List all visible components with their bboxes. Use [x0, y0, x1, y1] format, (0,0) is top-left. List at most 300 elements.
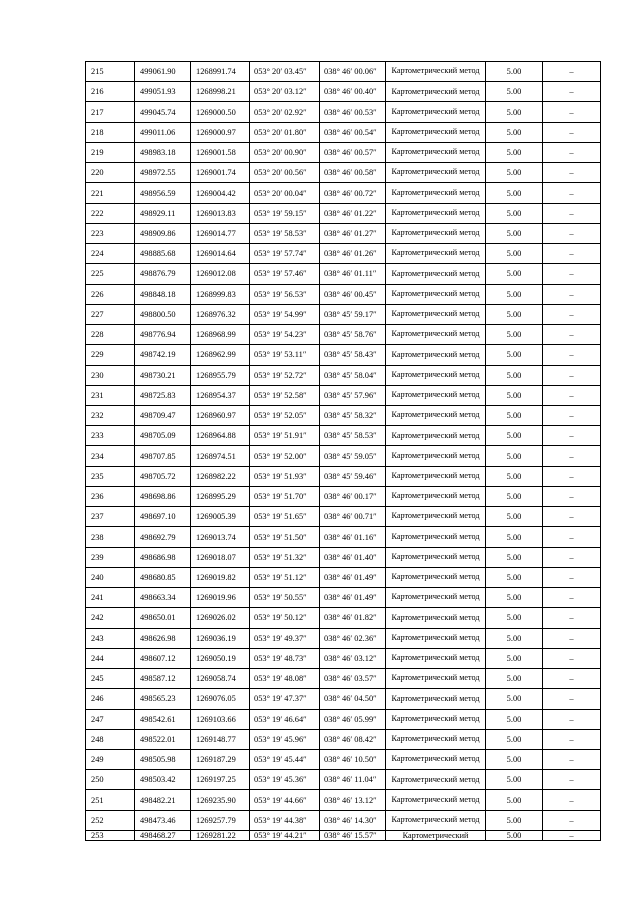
cell-longitude: 038° 46′ 04.50″	[320, 689, 386, 709]
table-row	[86, 527, 601, 547]
cell-longitude: 038° 46′ 03.12″	[320, 648, 386, 668]
cell-longitude: 038° 46′ 01.49″	[320, 567, 386, 587]
cell-latitude: 053° 19′ 44.21″	[250, 830, 320, 840]
cell-note: –	[543, 567, 601, 587]
cell-point-number: 216	[86, 82, 135, 102]
cell-note: –	[543, 385, 601, 405]
cell-note: –	[543, 466, 601, 486]
cell-accuracy: 5.00	[486, 830, 543, 840]
cell-point-number: 235	[86, 466, 135, 486]
cell-accuracy: 5.00	[486, 365, 543, 385]
cell-point-number: 221	[86, 183, 135, 203]
cell-longitude: 038° 46′ 01.40″	[320, 547, 386, 567]
cell-accuracy: 5.00	[486, 244, 543, 264]
cell-accuracy: 5.00	[486, 689, 543, 709]
cell-method: Картометрический метод	[386, 749, 486, 769]
cell-method: Картометрический метод	[386, 264, 486, 284]
cell-coord-y: 1269014.64	[191, 244, 250, 264]
cell-longitude: 038° 45′ 58.04″	[320, 365, 386, 385]
cell-coord-x: 498650.01	[135, 608, 191, 628]
cell-coord-y: 1269036.19	[191, 628, 250, 648]
cell-coord-x: 498709.47	[135, 405, 191, 425]
cell-latitude: 053° 19′ 51.65″	[250, 507, 320, 527]
cell-latitude: 053° 19′ 53.11″	[250, 345, 320, 365]
cell-coord-x: 499045.74	[135, 102, 191, 122]
cell-coord-x: 498983.18	[135, 142, 191, 162]
cell-note: –	[543, 628, 601, 648]
cell-accuracy: 5.00	[486, 385, 543, 405]
cell-longitude: 038° 46′ 00.71″	[320, 507, 386, 527]
cell-accuracy: 5.00	[486, 466, 543, 486]
cell-method: Картометрический метод	[386, 223, 486, 243]
cell-point-number: 215	[86, 62, 135, 82]
table-row	[86, 203, 601, 223]
cell-point-number: 218	[86, 122, 135, 142]
cell-coord-y: 1269148.77	[191, 729, 250, 749]
cell-latitude: 053° 19′ 50.55″	[250, 588, 320, 608]
cell-coord-y: 1269001.58	[191, 142, 250, 162]
cell-longitude: 038° 46′ 01.16″	[320, 527, 386, 547]
cell-note: –	[543, 82, 601, 102]
cell-note: –	[543, 486, 601, 506]
cell-accuracy: 5.00	[486, 405, 543, 425]
cell-coord-y: 1268960.97	[191, 405, 250, 425]
cell-method: Картометрический метод	[386, 669, 486, 689]
cell-coord-y: 1269004.42	[191, 183, 250, 203]
cell-note: –	[543, 648, 601, 668]
cell-note: –	[543, 325, 601, 345]
cell-longitude: 038° 46′ 01.27″	[320, 223, 386, 243]
cell-note: –	[543, 264, 601, 284]
cell-accuracy: 5.00	[486, 325, 543, 345]
cell-longitude: 038° 46′ 15.57″	[320, 830, 386, 840]
cell-point-number: 229	[86, 345, 135, 365]
cell-coord-x: 498909.86	[135, 223, 191, 243]
cell-coord-y: 1269235.90	[191, 790, 250, 810]
cell-coord-x: 498707.85	[135, 446, 191, 466]
cell-method: Картометрический метод	[386, 345, 486, 365]
cell-note: –	[543, 102, 601, 122]
cell-coord-x: 498848.18	[135, 284, 191, 304]
cell-accuracy: 5.00	[486, 810, 543, 830]
cell-latitude: 053° 19′ 44.66″	[250, 790, 320, 810]
cell-latitude: 053° 19′ 47.37″	[250, 689, 320, 709]
cell-note: –	[543, 588, 601, 608]
cell-accuracy: 5.00	[486, 163, 543, 183]
table-row	[86, 244, 601, 264]
cell-longitude: 038° 45′ 58.53″	[320, 426, 386, 446]
cell-longitude: 038° 46′ 00.54″	[320, 122, 386, 142]
cell-coord-y: 1269281.22	[191, 830, 250, 840]
cell-longitude: 038° 46′ 02.36″	[320, 628, 386, 648]
table-row	[86, 608, 601, 628]
cell-method: Картометрический метод	[386, 729, 486, 749]
cell-method: Картометрический метод	[386, 163, 486, 183]
cell-note: –	[543, 345, 601, 365]
cell-longitude: 038° 46′ 08.42″	[320, 729, 386, 749]
cell-coord-y: 1268955.79	[191, 365, 250, 385]
table-row	[86, 426, 601, 446]
table-row	[86, 142, 601, 162]
cell-method: Картометрический метод	[386, 446, 486, 466]
cell-coord-x: 498607.12	[135, 648, 191, 668]
cell-longitude: 038° 46′ 00.40″	[320, 82, 386, 102]
cell-latitude: 053° 19′ 45.96″	[250, 729, 320, 749]
cell-method: Картометрический метод	[386, 628, 486, 648]
cell-accuracy: 5.00	[486, 547, 543, 567]
cell-longitude: 038° 45′ 58.32″	[320, 405, 386, 425]
cell-point-number: 252	[86, 810, 135, 830]
cell-coord-x: 498468.27	[135, 830, 191, 840]
cell-longitude: 038° 46′ 11.04″	[320, 770, 386, 790]
cell-longitude: 038° 46′ 00.72″	[320, 183, 386, 203]
cell-longitude: 038° 46′ 01.82″	[320, 608, 386, 628]
cell-method: Картометрический метод	[386, 284, 486, 304]
cell-method: Картометрический метод	[386, 304, 486, 324]
cell-method: Картометрический метод	[386, 405, 486, 425]
cell-coord-x: 498542.61	[135, 709, 191, 729]
cell-latitude: 053° 19′ 51.50″	[250, 527, 320, 547]
cell-accuracy: 5.00	[486, 588, 543, 608]
cell-coord-y: 1269076.05	[191, 689, 250, 709]
cell-note: –	[543, 203, 601, 223]
cell-note: –	[543, 62, 601, 82]
cell-accuracy: 5.00	[486, 304, 543, 324]
cell-method: Картометрический метод	[386, 62, 486, 82]
cell-longitude: 038° 46′ 13.12″	[320, 790, 386, 810]
cell-coord-y: 1268976.32	[191, 304, 250, 324]
cell-longitude: 038° 46′ 00.17″	[320, 486, 386, 506]
cell-latitude: 053° 19′ 45.44″	[250, 749, 320, 769]
cell-latitude: 053° 19′ 49.37″	[250, 628, 320, 648]
cell-accuracy: 5.00	[486, 82, 543, 102]
cell-method: Картометрический метод	[386, 790, 486, 810]
table-row	[86, 345, 601, 365]
cell-method: Картометрический метод	[386, 709, 486, 729]
cell-coord-y: 1268995.29	[191, 486, 250, 506]
cell-accuracy: 5.00	[486, 648, 543, 668]
cell-note: –	[543, 729, 601, 749]
cell-longitude: 038° 46′ 00.57″	[320, 142, 386, 162]
cell-accuracy: 5.00	[486, 203, 543, 223]
cell-coord-x: 499011.06	[135, 122, 191, 142]
cell-coord-x: 498626.98	[135, 628, 191, 648]
cell-accuracy: 5.00	[486, 426, 543, 446]
cell-coord-x: 498522.01	[135, 729, 191, 749]
cell-method: Картометрический метод	[386, 102, 486, 122]
cell-latitude: 053° 19′ 52.58″	[250, 385, 320, 405]
cell-latitude: 053° 19′ 46.64″	[250, 709, 320, 729]
table-row	[86, 304, 601, 324]
cell-accuracy: 5.00	[486, 608, 543, 628]
table-row	[86, 810, 601, 830]
cell-accuracy: 5.00	[486, 669, 543, 689]
cell-note: –	[543, 527, 601, 547]
cell-coord-x: 498698.86	[135, 486, 191, 506]
cell-note: –	[543, 446, 601, 466]
cell-method: Картометрический метод	[386, 183, 486, 203]
cell-latitude: 053° 19′ 52.72″	[250, 365, 320, 385]
cell-method: Картометрический метод	[386, 325, 486, 345]
cell-method: Картометрический метод	[386, 385, 486, 405]
cell-coord-y: 1269013.74	[191, 527, 250, 547]
cell-method: Картометрический метод	[386, 365, 486, 385]
cell-accuracy: 5.00	[486, 142, 543, 162]
cell-latitude: 053° 20′ 00.56″	[250, 163, 320, 183]
cell-point-number: 243	[86, 628, 135, 648]
cell-coord-y: 1268974.51	[191, 446, 250, 466]
cell-coord-y: 1268968.99	[191, 325, 250, 345]
cell-coord-x: 498697.10	[135, 507, 191, 527]
cell-method: Картометрический метод	[386, 689, 486, 709]
cell-coord-x: 498885.68	[135, 244, 191, 264]
cell-note: –	[543, 608, 601, 628]
cell-point-number: 228	[86, 325, 135, 345]
cell-method: Картометрический метод	[386, 608, 486, 628]
cell-coord-y: 1269000.97	[191, 122, 250, 142]
cell-note: –	[543, 770, 601, 790]
cell-point-number: 250	[86, 770, 135, 790]
cell-note: –	[543, 284, 601, 304]
cell-latitude: 053° 19′ 57.74″	[250, 244, 320, 264]
cell-accuracy: 5.00	[486, 223, 543, 243]
cell-coord-y: 1269257.79	[191, 810, 250, 830]
cell-coord-x: 498800.50	[135, 304, 191, 324]
cell-point-number: 239	[86, 547, 135, 567]
table-row	[86, 790, 601, 810]
cell-method: Картометрический метод	[386, 426, 486, 446]
cell-longitude: 038° 46′ 01.49″	[320, 588, 386, 608]
cell-point-number: 222	[86, 203, 135, 223]
table-row	[86, 405, 601, 425]
table-row	[86, 507, 601, 527]
cell-coord-x: 499061.90	[135, 62, 191, 82]
cell-accuracy: 5.00	[486, 527, 543, 547]
table-row	[86, 122, 601, 142]
cell-accuracy: 5.00	[486, 628, 543, 648]
cell-coord-y: 1269013.83	[191, 203, 250, 223]
cell-coord-x: 498680.85	[135, 567, 191, 587]
table-row	[86, 749, 601, 769]
cell-coord-y: 1268962.99	[191, 345, 250, 365]
cell-coord-y: 1269019.96	[191, 588, 250, 608]
cell-coord-x: 498776.94	[135, 325, 191, 345]
cell-note: –	[543, 790, 601, 810]
cell-latitude: 053° 20′ 02.92″	[250, 102, 320, 122]
cell-coord-x: 498929.11	[135, 203, 191, 223]
cell-coord-y: 1268964.88	[191, 426, 250, 446]
table-row	[86, 466, 601, 486]
cell-accuracy: 5.00	[486, 122, 543, 142]
cell-latitude: 053° 19′ 51.12″	[250, 567, 320, 587]
table-row	[86, 102, 601, 122]
cell-longitude: 038° 46′ 05.99″	[320, 709, 386, 729]
cell-coord-y: 1269000.50	[191, 102, 250, 122]
cell-note: –	[543, 405, 601, 425]
cell-coord-y: 1269050.19	[191, 648, 250, 668]
cell-accuracy: 5.00	[486, 102, 543, 122]
cell-latitude: 053° 19′ 56.53″	[250, 284, 320, 304]
cell-point-number: 247	[86, 709, 135, 729]
table-row	[86, 770, 601, 790]
cell-note: –	[543, 810, 601, 830]
cell-latitude: 053° 20′ 03.12″	[250, 82, 320, 102]
cell-point-number: 225	[86, 264, 135, 284]
cell-latitude: 053° 19′ 57.46″	[250, 264, 320, 284]
cell-point-number: 227	[86, 304, 135, 324]
cell-point-number: 253	[86, 830, 135, 840]
cell-point-number: 223	[86, 223, 135, 243]
cell-method: Картометрический метод	[386, 122, 486, 142]
cell-coord-x: 498503.42	[135, 770, 191, 790]
cell-coord-y: 1268954.37	[191, 385, 250, 405]
cell-method: Картометрический метод	[386, 507, 486, 527]
table-row	[86, 284, 601, 304]
cell-point-number: 224	[86, 244, 135, 264]
cell-note: –	[543, 547, 601, 567]
cell-accuracy: 5.00	[486, 507, 543, 527]
cell-accuracy: 5.00	[486, 709, 543, 729]
cell-point-number: 236	[86, 486, 135, 506]
cell-note: –	[543, 223, 601, 243]
cell-coord-y: 1269197.25	[191, 770, 250, 790]
table-row	[86, 628, 601, 648]
cell-note: –	[543, 244, 601, 264]
cell-note: –	[543, 749, 601, 769]
cell-longitude: 038° 46′ 01.11″	[320, 264, 386, 284]
table-row	[86, 223, 601, 243]
cell-accuracy: 5.00	[486, 62, 543, 82]
cell-note: –	[543, 142, 601, 162]
table-row	[86, 486, 601, 506]
cell-accuracy: 5.00	[486, 729, 543, 749]
table-row	[86, 567, 601, 587]
cell-coord-y: 1268999.83	[191, 284, 250, 304]
cell-coord-x: 498686.98	[135, 547, 191, 567]
cell-coord-y: 1269014.77	[191, 223, 250, 243]
cell-method: Картометрический метод	[386, 203, 486, 223]
cell-latitude: 053° 19′ 58.53″	[250, 223, 320, 243]
coordinates-sheet	[85, 61, 601, 841]
table-row	[86, 588, 601, 608]
cell-coord-x: 498692.79	[135, 527, 191, 547]
coordinates-table	[85, 61, 601, 841]
cell-coord-x: 498725.83	[135, 385, 191, 405]
cell-coord-x: 498482.21	[135, 790, 191, 810]
cell-coord-y: 1269001.74	[191, 163, 250, 183]
cell-latitude: 053° 19′ 44.38″	[250, 810, 320, 830]
table-row	[86, 648, 601, 668]
cell-longitude: 038° 45′ 58.43″	[320, 345, 386, 365]
cell-coord-y: 1269058.74	[191, 669, 250, 689]
cell-latitude: 053° 19′ 52.05″	[250, 405, 320, 425]
cell-coord-y: 1268991.74	[191, 62, 250, 82]
cell-latitude: 053° 20′ 03.45″	[250, 62, 320, 82]
cell-note: –	[543, 830, 601, 840]
table-row	[86, 689, 601, 709]
table-row	[86, 62, 601, 82]
cell-note: –	[543, 183, 601, 203]
cell-latitude: 053° 20′ 01.80″	[250, 122, 320, 142]
cell-note: –	[543, 507, 601, 527]
cell-method: Картометрический метод	[386, 648, 486, 668]
table-row	[86, 163, 601, 183]
cell-latitude: 053° 20′ 00.90″	[250, 142, 320, 162]
cell-longitude: 038° 45′ 59.46″	[320, 466, 386, 486]
cell-coord-x: 498742.19	[135, 345, 191, 365]
table-row	[86, 264, 601, 284]
cell-coord-x: 499051.93	[135, 82, 191, 102]
cell-note: –	[543, 669, 601, 689]
cell-latitude: 053° 19′ 48.73″	[250, 648, 320, 668]
cell-accuracy: 5.00	[486, 446, 543, 466]
cell-latitude: 053° 19′ 59.15″	[250, 203, 320, 223]
cell-point-number: 251	[86, 790, 135, 810]
cell-accuracy: 5.00	[486, 183, 543, 203]
cell-point-number: 240	[86, 567, 135, 587]
cell-accuracy: 5.00	[486, 770, 543, 790]
cell-point-number: 248	[86, 729, 135, 749]
cell-accuracy: 5.00	[486, 486, 543, 506]
cell-method: Картометрический	[386, 830, 486, 840]
cell-point-number: 245	[86, 669, 135, 689]
cell-coord-x: 498587.12	[135, 669, 191, 689]
cell-longitude: 038° 46′ 10.50″	[320, 749, 386, 769]
cell-latitude: 053° 19′ 54.99″	[250, 304, 320, 324]
cell-point-number: 234	[86, 446, 135, 466]
cell-coord-y: 1269019.82	[191, 567, 250, 587]
cell-coord-y: 1268982.22	[191, 466, 250, 486]
cell-coord-y: 1269018.07	[191, 547, 250, 567]
cell-note: –	[543, 304, 601, 324]
table-row	[86, 669, 601, 689]
cell-method: Картометрический метод	[386, 810, 486, 830]
cell-point-number: 244	[86, 648, 135, 668]
cell-point-number: 226	[86, 284, 135, 304]
cell-point-number: 249	[86, 749, 135, 769]
cell-method: Картометрический метод	[386, 567, 486, 587]
cell-point-number: 237	[86, 507, 135, 527]
table-row	[86, 385, 601, 405]
table-row	[86, 547, 601, 567]
cell-latitude: 053° 19′ 51.70″	[250, 486, 320, 506]
cell-coord-y: 1269187.29	[191, 749, 250, 769]
cell-method: Картометрический метод	[386, 486, 486, 506]
cell-method: Картометрический метод	[386, 82, 486, 102]
cell-method: Картометрический метод	[386, 142, 486, 162]
cell-point-number: 233	[86, 426, 135, 446]
cell-longitude: 038° 46′ 01.26″	[320, 244, 386, 264]
table-row	[86, 709, 601, 729]
cell-point-number: 219	[86, 142, 135, 162]
cell-coord-y: 1269012.08	[191, 264, 250, 284]
cell-point-number: 232	[86, 405, 135, 425]
table-row	[86, 446, 601, 466]
cell-latitude: 053° 19′ 52.00″	[250, 446, 320, 466]
cell-longitude: 038° 46′ 01.22″	[320, 203, 386, 223]
cell-coord-x: 498473.46	[135, 810, 191, 830]
cell-method: Картометрический метод	[386, 770, 486, 790]
cell-coord-x: 498730.21	[135, 365, 191, 385]
cell-longitude: 038° 45′ 59.17″	[320, 304, 386, 324]
cell-point-number: 246	[86, 689, 135, 709]
cell-method: Картометрический метод	[386, 244, 486, 264]
cell-longitude: 038° 46′ 03.57″	[320, 669, 386, 689]
cell-coord-y: 1268998.21	[191, 82, 250, 102]
cell-note: –	[543, 365, 601, 385]
cell-method: Картометрический метод	[386, 527, 486, 547]
cell-longitude: 038° 46′ 00.58″	[320, 163, 386, 183]
